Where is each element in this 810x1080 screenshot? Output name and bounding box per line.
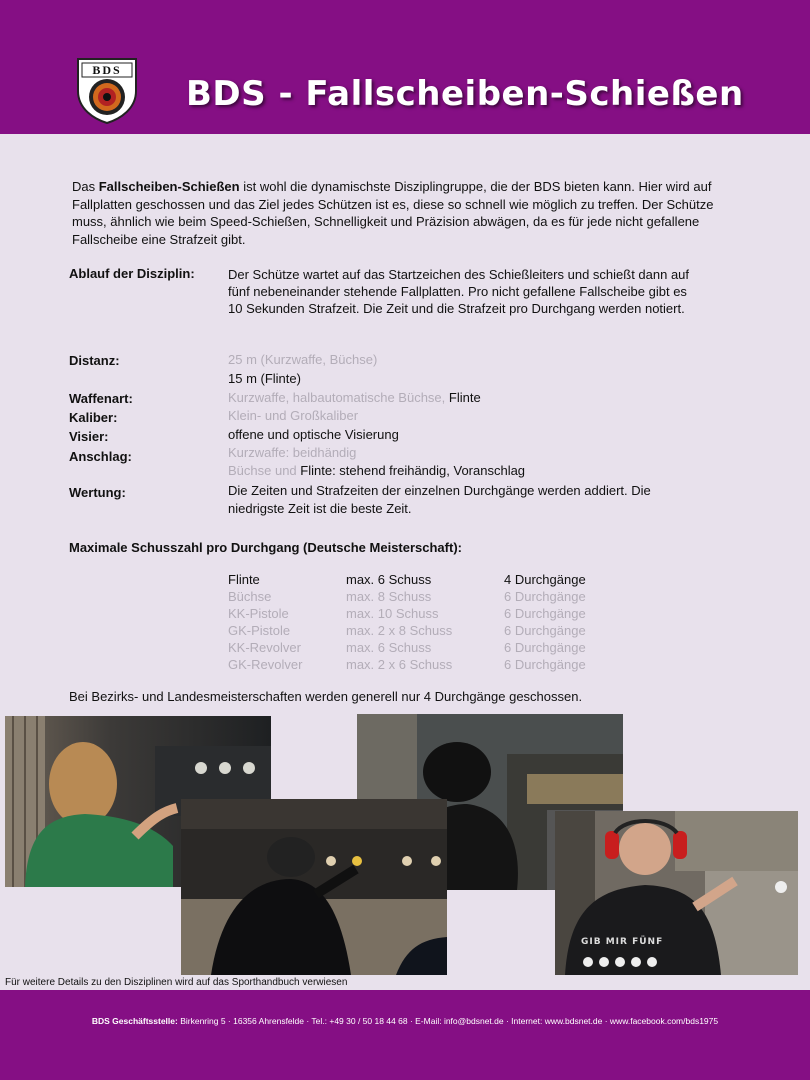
intro-bold: Fallscheiben-Schießen [98, 179, 240, 194]
ablauf-line-1: Der Schütze wartet auf das Startzeichen des Schießleiters und schießt dann auf [228, 267, 690, 282]
anschlag-dark-2: Flinte: stehend freihändig, Voranschlag [300, 463, 526, 478]
shots-cell-weapon: KK-Pistole [228, 606, 289, 621]
footer-label: BDS Geschäftsstelle: [91, 1016, 178, 1026]
waffenart-grey: Kurzwaffe, halbautomatische Büchse, [228, 390, 449, 405]
footer-contact [0, 1016, 810, 1026]
ablauf-label: Ablauf der Disziplin: [69, 266, 195, 281]
anschlag-label: Anschlag: [69, 449, 132, 464]
logo-text: BDS [92, 63, 122, 77]
shots-cell-weapon: GK-Revolver [228, 657, 303, 672]
waffenart-value [228, 389, 481, 406]
photo-gib-mir-fuenf [555, 811, 798, 975]
shots-cell-shots: max. 6 Schuss [346, 640, 432, 655]
wertung-label: Wertung: [69, 485, 126, 500]
shots-cell-shots: max. 10 Schuss [346, 606, 439, 621]
intro-paragraph [72, 178, 746, 248]
shots-cell-rounds: 6 Durchgänge [504, 606, 586, 621]
visier-label: Visier: [69, 429, 109, 444]
photo-gun-shooter [181, 799, 447, 975]
footer-address: Birkenring 5 · 16356 Ahrensfelde · Tel.: +49 30 / 50 18 44 68 · E-Mail: info@bdsnet.de · Internet: www.bdsnet.de · www.facebook.com/bds1975 [177, 1016, 719, 1026]
shots-cell-shots: max. 2 x 8 Schuss [346, 623, 453, 638]
distanz-dark: 15 m (Flinte) [228, 371, 301, 386]
shots-cell-rounds: 6 Durchgänge [504, 657, 586, 672]
anschlag-grey-2: Büchse und [228, 463, 301, 478]
anschlag-grey-1: Kurzwaffe: beidhändig [228, 445, 357, 460]
bds-logo-icon [76, 57, 138, 125]
ablauf-line-3: 10 Sekunden Strafzeit. Die Zeit und die Strafzeit pro Durchgang werden notiert. [228, 301, 685, 316]
intro-pre: Das [72, 179, 99, 194]
shots-cell-weapon: Flinte [228, 572, 260, 587]
ablauf-line-2: fünf nebeneinander stehende Fallplatten. Pro nicht gefallene Fallscheibe gibt es [228, 284, 687, 299]
shots-cell-rounds: 6 Durchgänge [504, 589, 586, 604]
kaliber-label: Kaliber: [69, 410, 118, 425]
shots-cell-rounds: 6 Durchgänge [504, 623, 586, 638]
wertung-line-2: niedrigste Zeit ist die beste Zeit. [228, 501, 412, 516]
visier-value: offene und optische Visierung [228, 427, 399, 442]
kaliber-value: Klein- und Großkaliber [228, 408, 359, 423]
distanz-grey: 25 m (Kurzwaffe, Büchse) [228, 352, 378, 367]
shots-cell-weapon: Büchse [228, 589, 272, 604]
waffenart-dark: Flinte [448, 390, 481, 405]
distanz-label: Distanz: [69, 353, 120, 368]
waffenart-label: Waffenart: [69, 391, 133, 406]
shots-cell-rounds: 6 Durchgänge [504, 640, 586, 655]
page-title: BDS - Fallscheiben-Schießen [186, 74, 744, 114]
shots-cell-shots: max. 2 x 6 Schuss [346, 657, 453, 672]
shots-cell-weapon: KK-Revolver [228, 640, 301, 655]
max-shots-title: Maximale Schusszahl pro Durchgang (Deutsche Meisterschaft): [69, 540, 462, 555]
wertung-line-1: Die Zeiten und Strafzeiten der einzelnen Durchgänge werden addiert. Die [228, 483, 651, 498]
header-bar [0, 0, 810, 134]
anschlag-line-2 [228, 462, 525, 479]
championship-note: Bei Bezirks- und Landesmeisterschaften werden generell nur 4 Durchgänge geschossen. [69, 689, 583, 704]
shots-cell-shots: max. 8 Schuss [346, 589, 432, 604]
footnote: Für weitere Details zu den Disziplinen wird auf das Sporthandbuch verwiesen [5, 977, 348, 988]
shots-cell-rounds: 4 Durchgänge [504, 572, 586, 587]
footer-bar [0, 990, 810, 1080]
intro-post: ist wohl die dynamischste Disziplingruppe, die der BDS bieten kann. Hier wird auf Fallplatten geschossen und das Ziel jedes Schützen ist es, diese so schnell wie möglich zu treffen. Der Schütze muss, ähnlich wie beim Speed-Schießen, Schnelligkeit und Präzision abwägen, da es für jede nicht gefallene Fallscheibe eine Strafzeit gibt. [72, 179, 714, 247]
shirt-text: GIB MIR FÜNF [581, 937, 664, 947]
shots-cell-weapon: GK-Pistole [228, 623, 291, 638]
shots-cell-shots: max. 6 Schuss [346, 572, 432, 587]
